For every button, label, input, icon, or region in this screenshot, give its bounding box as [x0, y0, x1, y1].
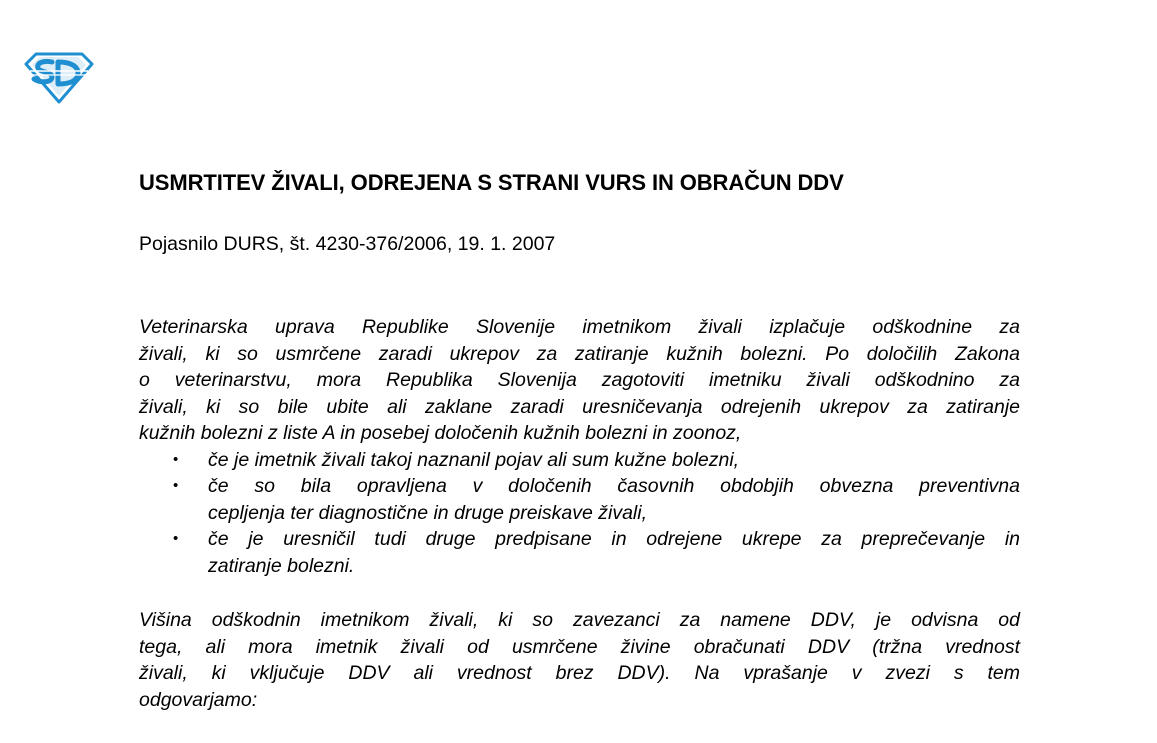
sd-shield-logo-icon — [22, 50, 96, 104]
bullet-icon: • — [173, 450, 179, 468]
intro-line: o veterinarstvu, mora Republika Slovenija zagotoviti imetniku živali odškodnino za — [139, 369, 1020, 391]
paragraph-line: tega, ali mora imetnik živali od usmrčene živine obračunati DDV (tržna vrednost — [139, 635, 1020, 658]
intro-line: Veterinarska uprava Republike Slovenije imetnikom živali izplačuje odškodnine za — [139, 316, 1020, 338]
list-item-line: cepljenja ter diagnostične in druge preiskave živali, — [208, 501, 647, 524]
list-item — [139, 447, 1020, 474]
bullet-icon: • — [173, 530, 179, 547]
list-item — [139, 473, 1020, 526]
list-item-line: zatiranje bolezni. — [208, 554, 355, 577]
list-item — [139, 526, 1020, 579]
intro-section — [139, 314, 1020, 579]
list-item-line: če je imetnik živali takoj naznanil pojav ali sum kužne bolezni, — [208, 448, 740, 471]
intro-line: živali, ki so usmrčene zaradi ukrepov za zatiranje kužnih bolezni. Po določilih Zakona — [139, 342, 1020, 365]
intro-line: kužnih bolezni z liste A in posebej določenih kužnih bolezni in zoonoz, — [139, 422, 742, 444]
sd-logo — [22, 50, 96, 104]
page-title: USMRTITEV ŽIVALI, ODREJENA S STRANI VURS IN OBRAČUN DDV — [139, 170, 844, 195]
bullet-icon: • — [173, 477, 179, 494]
paragraph-line: živali, ki vključuje DDV ali vrednost brez DDV). Na vprašanje v zvezi s tem — [139, 662, 1020, 684]
paragraph-line: Višina odškodnin imetnikom živali, ki so zavezanci za namene DDV, je odvisna od — [139, 609, 1020, 631]
list-item-line: če so bila opravljena v določenih časovnih obdobjih obvezna preventivna — [208, 475, 1020, 497]
paragraph-line: odgovarjamo: — [139, 688, 258, 711]
list-item-line: če je uresničil tudi druge predpisane in odrejene ukrepe za preprečevanje in — [208, 528, 1020, 550]
document-reference: Pojasnilo DURS, št. 4230-376/2006, 19. 1. 2007 — [139, 233, 556, 255]
second-paragraph — [139, 607, 1020, 713]
conditions-list — [139, 447, 1020, 580]
intro-line: živali, ki so bile ubite ali zaklane zaradi uresničevanja odrejenih ukrepov za zatiranje — [139, 395, 1020, 418]
